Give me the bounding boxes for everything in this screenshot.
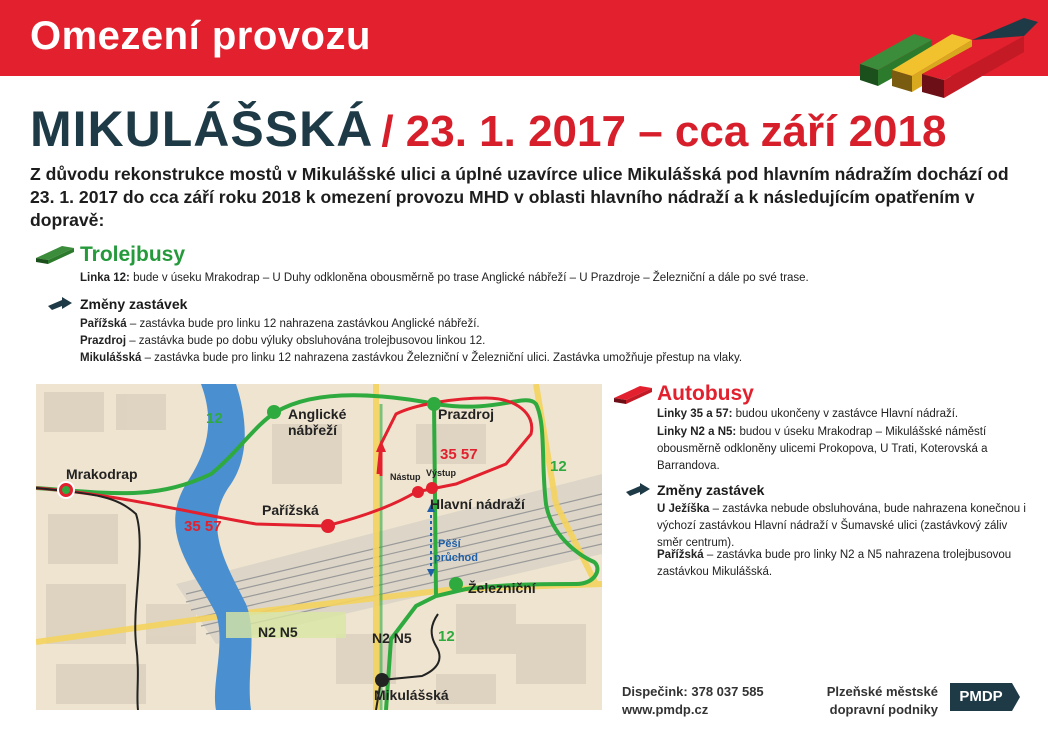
map-line-label: 35 57 — [440, 446, 478, 463]
map-stop-hlavni-nadrazi: Hlavní nádraží — [430, 496, 525, 512]
change-text: – zastávka nebude obsluhována, bude nahrazena konečnou i výchozí zastávkou Hlavní nádraží v Šumavské ulici (zastávkový záliv směr centrum). — [657, 503, 1026, 549]
map-stop-anglicke: Anglické — [288, 406, 347, 422]
change-stop: Prazdroj — [80, 335, 127, 347]
map-label-vystup: Výstup — [426, 468, 457, 478]
trolleybus-bar-icon — [36, 244, 74, 264]
map-stop-parizska: Pařížská — [262, 502, 319, 518]
map-stop-mikulasska: Mikulášská — [374, 687, 449, 703]
intro-paragraph: Z důvodu rekonstrukce mostů v Mikulášské ulici a úplné uzavírce ulice Mikulášská pod hlavním nádražím dochází od 23. 1. 2017 do cca září roku 2018 k omezení provozu MHD v oblasti hlavního nádraží a k následujícím opatřením v dopravě: — [30, 164, 1009, 230]
headline — [30, 100, 946, 158]
change-stop: U Ježíška — [657, 503, 710, 515]
change-stop: Pařížská — [657, 549, 704, 561]
trolleybus-change-item — [80, 333, 1010, 350]
route-map — [36, 384, 602, 710]
change-text: – zastávka bude po dobu výluky obsluhována trolejbusovou linkou 12. — [129, 335, 486, 347]
change-stop: Mikulášská — [80, 352, 142, 364]
map-line-label: N2 N5 — [258, 624, 298, 640]
trolleybus-change-item — [80, 350, 1020, 367]
trolleybus-line-12 — [80, 270, 1020, 287]
trolleybus-line-text: bude v úseku Mrakodrap – U Duhy odkloněna obousměrně po trase Anglické nábřeží – U Prazdroje – Železniční a dále po své trase. — [133, 272, 809, 284]
bus-line-item — [657, 424, 1027, 475]
footer-dispatch: Dispečink: 378 037 585 — [622, 684, 764, 699]
map-line-label: 12 — [550, 458, 567, 475]
bus-line-item — [657, 406, 1027, 423]
trolleybus-title: Trolejbusy — [80, 243, 186, 266]
bus-bar-icon — [614, 384, 652, 404]
arrow-right-icon — [626, 483, 650, 497]
bus-change-item — [657, 547, 1027, 581]
map-line-label: 35 57 — [184, 518, 222, 535]
map-line-label: 12 — [206, 410, 223, 427]
map-line-label: 12 — [438, 628, 455, 645]
pmdp-logo-bars-icon — [852, 8, 1042, 104]
map-label-pesi: Pěší — [438, 538, 461, 550]
footer-company-line2: dopravní podniky — [829, 702, 938, 717]
map-stop-zeleznicni: Železniční — [468, 580, 536, 596]
map-label-nastup: Nástup — [390, 472, 421, 482]
trolleybus-change-item — [80, 316, 1010, 333]
buses-title: Autobusy — [657, 382, 754, 405]
change-stop: Pařížská — [80, 318, 127, 330]
footer-web-link[interactable]: www.pmdp.cz — [622, 702, 709, 717]
change-text: – zastávka bude pro linky N2 a N5 nahrazena trolejbusovou zastávkou Mikulášská. — [657, 549, 1012, 578]
change-text: – zastávka bude pro linku 12 nahrazena zastávkou Anglické nábřeží. — [129, 318, 480, 330]
map-stop-anglicke-2: nábřeží — [288, 422, 338, 438]
map-stop-prazdroj: Prazdroj — [438, 406, 495, 422]
bus-line-text: budou v úseku Mrakodrap – Mikulášské náměstí obousměrně odkloněny ulicemi Prokopova, U Trati, Koterovská a Barrandova. — [657, 426, 988, 472]
map-stop-mrakodrap: Mrakodrap — [66, 466, 138, 482]
map-label-pruchod: průchod — [434, 552, 478, 564]
bus-line-label: Linky 35 a 57: — [657, 408, 733, 420]
headline-dates: / 23. 1. 2017 – cca září 2018 — [381, 107, 947, 156]
headline-street: MIKULÁŠSKÁ — [30, 101, 374, 157]
trolleybus-changes-title: Změny zastávek — [80, 296, 188, 312]
change-text: – zastávka bude pro linku 12 nahrazena zastávkou Železniční v Železniční ulici. Zastávka umožňuje přestup na vlaky. — [144, 352, 743, 364]
arrow-right-icon — [48, 297, 72, 311]
bus-line-text: budou ukončeny v zastávce Hlavní nádraží. — [735, 408, 959, 420]
bus-change-item — [657, 501, 1027, 552]
banner-title: Omezení provozu — [30, 14, 371, 58]
pmdp-logo-badge: PMDP — [950, 683, 1012, 711]
bus-line-label: Linky N2 a N5: — [657, 426, 737, 438]
map-line-label: N2 N5 — [372, 630, 412, 646]
footer-company-line1: Plzeňské městské — [826, 684, 938, 699]
bus-changes-title: Změny zastávek — [657, 482, 765, 498]
trolleybus-line-label: Linka 12: — [80, 272, 130, 284]
